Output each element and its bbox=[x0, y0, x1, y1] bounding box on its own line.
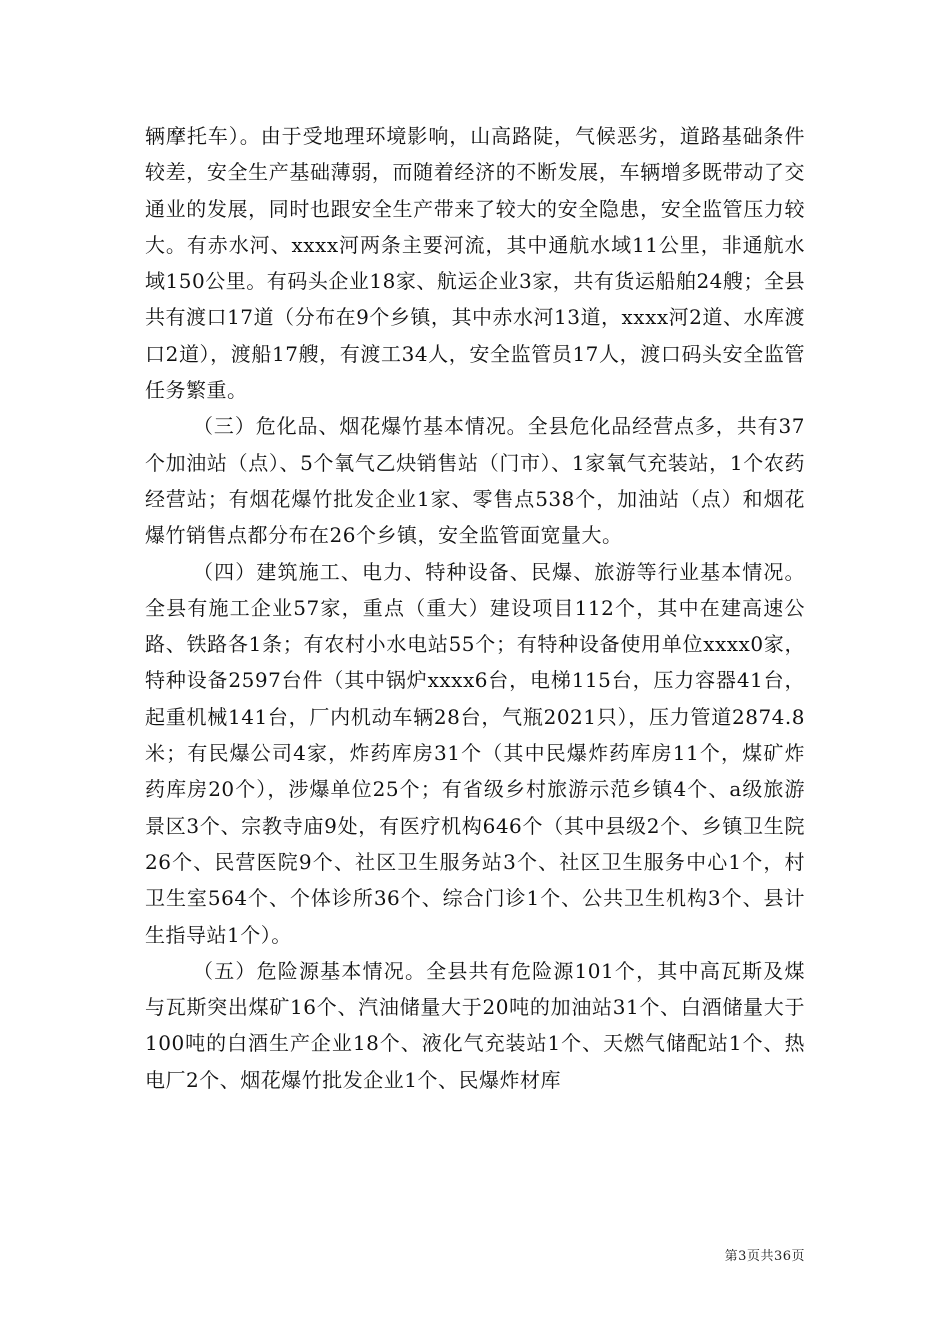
document-page bbox=[145, 118, 805, 1098]
paragraph-construction-industries: （四）建筑施工、电力、特种设备、民爆、旅游等行业基本情况。全县有施工企业57家，重点（重大）建设项目112个，其中在建高速公路、铁路各1条；有农村小水电站55个；有特种设备使用单位xxxx0家，特种设备2597台件（其中锅炉xxxx6台，电梯115台，压力容器41台，起重机械141台，厂内机动车辆28台，气瓶2021只），压力管道2874.8米；有民爆公司4家，炸药库房31个（其中民爆炸药库房11个，煤矿炸药库房20个），涉爆单位25个；有省级乡村旅游示范乡镇4个、a级旅游景区3个、宗教寺庙9处，有医疗机构646个（其中县级2个、乡镇卫生院26个、民营医院9个、社区卫生服务站3个、社区卫生服务中心1个，村卫生室564个、个体诊所36个、综合门诊1个、公共卫生机构3个、县计生指导站1个）。 bbox=[145, 559, 805, 947]
paragraph-traffic-water: 辆摩托车）。由于受地理环境影响，山高路陡，气候恶劣，道路基础条件较差，安全生产基础薄弱，而随着经济的不断发展，车辆增多既带动了交通业的发展，同时也跟安全生产带来了较大的安全隐患，安全监管压力较大。有赤水河、xxxx河两条主要河流，其中通航水域11公里，非通航水域150公里。有码头企业18家、航运企业3家，共有货运船舶24艘；全县共有渡口17道（分布在9个乡镇，其中赤水河13道，xxxx河2道、水库渡口2道），渡船17艘，有渡工34人，安全监管员17人，渡口码头安全监管任务繁重。 bbox=[145, 124, 805, 403]
page-number-footer: 第3页共36页 bbox=[724, 1249, 805, 1264]
paragraph-hazard-sources: （五）危险源基本情况。全县共有危险源101个，其中高瓦斯及煤与瓦斯突出煤矿16个、汽油储量大于20吨的加油站31个、白酒储量大于100吨的白酒生产企业18个、液化气充装站1个、天燃气储配站1个、热电厂2个、烟花爆竹批发企业1个、民爆炸材库 bbox=[145, 958, 805, 1092]
paragraph-hazardous-chemicals: （三）危化品、烟花爆竹基本情况。全县危化品经营点多，共有37个加油站（点）、5个氧气乙炔销售站（门市）、1家氧气充装站，1个农药经营站；有烟花爆竹批发企业1家、零售点538个，加油站（点）和烟花爆竹销售点都分布在26个乡镇，安全监管面宽量大。 bbox=[145, 414, 805, 548]
